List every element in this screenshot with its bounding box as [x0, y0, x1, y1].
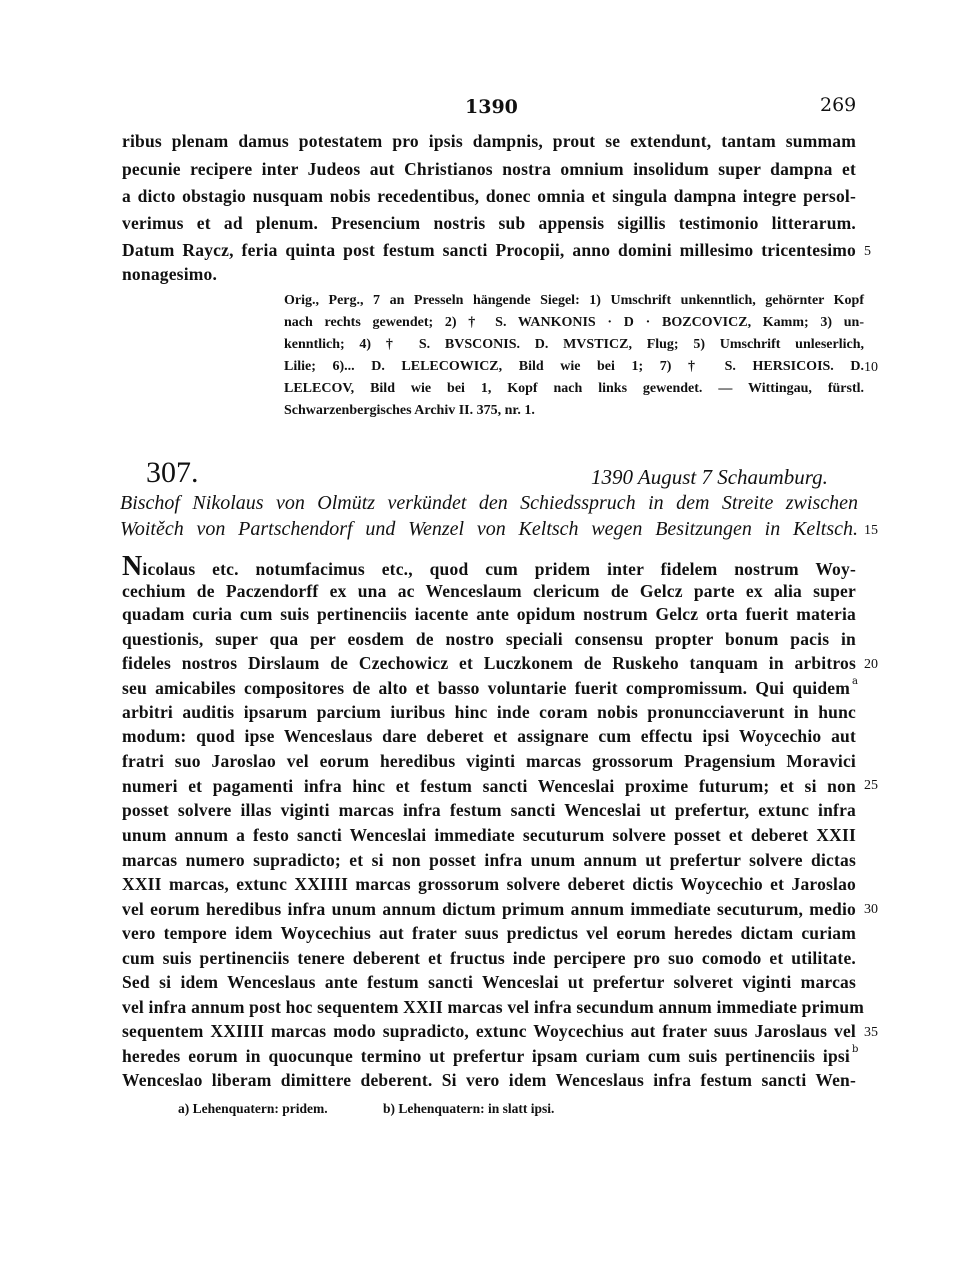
- text-line: heredes eorum in quocunque termino ut prefertur ipsam curiam cum suis pertinenciis ipsi: [122, 1046, 850, 1066]
- archival-note-line: nach rechts gewendet; 2) † S. WANKONIS · D · BOZCOVICZ, Kamm; 3) un-: [284, 315, 864, 330]
- text-line: pecunie recipere inter Judeos aut Christianos nostra omnium insolidum super dampna et: [122, 159, 856, 179]
- text-line: vel infra annum post hoc sequentem XXII marcas vel infra secundum annum immediate primum: [122, 997, 865, 1017]
- line-number: 30: [864, 902, 878, 917]
- line-number: 5: [864, 244, 871, 259]
- text-line: nonagesimo.: [122, 264, 218, 284]
- initial-letter: N: [122, 551, 143, 582]
- regest-line: Bischof Nikolaus von Olmütz verkündet den Schiedsspruch in dem Streite zwischen: [120, 492, 858, 514]
- text-line: Datum Raycz, feria quinta post festum sancti Procopii, anno domini millesimo tricentesimo: [122, 240, 856, 260]
- text-line: arbitri auditis ipsarum parcium iuribus hinc inde coram nobis pronuncciaverunt in hunc: [122, 702, 856, 722]
- text-line: vel eorum heredibus infra unum annum dictum primum annum immediate secuturum, medio: [122, 899, 856, 919]
- text-line: Wenceslao liberam dimittere deberent. Si vero idem Wenceslaus infra festum sancti Wen-: [122, 1070, 856, 1090]
- footnote-b: b) Lehenquatern: in slatt ipsi.: [383, 1101, 555, 1116]
- footnote-a: a) Lehenquatern: pridem.: [178, 1101, 328, 1116]
- archival-note-line: LELECOV, Bild wie bei 1, Kopf nach links gewendet. — Wittingau, fürstl.: [284, 381, 864, 396]
- text-line: numeri et pagamenti infra hinc et festum sancti Wenceslai proxime futurum; et si non: [122, 776, 856, 796]
- text-line: a dicto obstagio nusquam nobis recedentibus, donec omnia et singula dampna integre persol-: [122, 186, 856, 206]
- text-line: fideles nostros Dirslaum de Czechowicz et Luczkonem de Ruskeho tanquam in arbitros: [122, 653, 856, 673]
- regest-line: Woitěch von Partschendorf und Wenzel von Keltsch wegen Besitzungen in Keltsch.: [120, 518, 858, 540]
- first-line-text: icolaus etc. notumfacimus etc., quod cum pridem inter fidelem nostrum Woy-: [142, 559, 856, 579]
- text-line: posset solvere illas viginti marcas infra festum sancti Wenceslai ut prefertur, extunc infra: [122, 800, 856, 820]
- text-line: ribus plenam damus potestatem pro ipsis dampnis, prout se extendunt, tantam summam: [122, 131, 856, 151]
- document-number: 307.: [146, 456, 199, 489]
- text-line-first: [122, 553, 856, 581]
- running-header-year: 1390: [465, 96, 518, 118]
- text-line: questionis, super qua per eosdem de nostro speciali consensu propter bonum pacis in: [122, 629, 856, 649]
- text-line: seu amicabiles compositores de alto et basso voluntarie fuerit compromissum. Qui quidem: [122, 678, 850, 698]
- archival-note-line: Orig., Perg., 7 an Presseln hängende Siegel: 1) Umschrift unkenntlich, gehörnter Kopf: [284, 293, 864, 308]
- line-number: 10: [864, 360, 878, 375]
- footnote-marker-a: a: [852, 676, 858, 687]
- text-line: sequentem XXIIII marcas modo supradicto, extunc Woycechius aut frater suus Jaroslaus vel: [122, 1021, 856, 1041]
- archival-note-line: Lilie; 6)... D. LELECOWICZ, Bild wie bei 1; 7) † S. HERSICOIS. D.: [284, 359, 864, 374]
- archival-note-line: kenntlich; 4) † S. BVSCONIS. D. MVSTICZ, Flug; 5) Umschrift unleserlich,: [284, 337, 864, 352]
- text-line: verimus et ad plenum. Presencium nostris sub appensis sigillis testimonio litterarum.: [122, 213, 856, 233]
- text-line: fratri suo Jaroslao vel eorum heredibus viginti marcas grossorum Pragensium Moravici: [122, 751, 856, 771]
- footnote-marker-b: b: [852, 1044, 859, 1055]
- text-line: marcas numero supradicto; et si non posset infra unum annum ut prefertur solvere dictas: [122, 850, 856, 870]
- text-line: XXII marcas, extunc XXIIII marcas grossorum solvere deberet dictis Woycechio et Jaroslao: [122, 874, 856, 894]
- line-number: 35: [864, 1025, 878, 1040]
- text-line: vero tempore idem Woycechius aut frater suus predictus vel eorum heredes dictam curiam: [122, 923, 856, 943]
- text-line: modum: quod ipse Wenceslaus dare deberet et assignare cum effectu ipsi Woycechio aut: [122, 726, 856, 746]
- archival-note-line: Schwarzenbergisches Archiv II. 375, nr. 1.: [284, 403, 535, 418]
- document-date-place: 1390 August 7 Schaumburg.: [591, 465, 828, 489]
- page-number: 269: [820, 94, 857, 116]
- text-line: cum suis pertinenciis tenere deberent et fructus inde percipere pro suo comodo et utilitate.: [122, 948, 856, 968]
- text-line: cechium de Paczendorff ex una ac Wenceslaum clericum de Gelcz parte ex alia super: [122, 581, 856, 601]
- text-line: Sed si idem Wenceslaus ante festum sancti Wenceslai ut prefertur solveret viginti marcas: [122, 972, 856, 992]
- line-number: 25: [864, 778, 878, 793]
- text-line: quadam curia cum suis pertinenciis iacente ante opidum nostrum Gelcz orta fuerit materia: [122, 604, 856, 624]
- line-number: 20: [864, 657, 878, 672]
- text-line: unum annum a festo sancti Wenceslai immediate secuturum solvere posset et deberet XXII: [122, 825, 856, 845]
- line-number: 15: [864, 523, 878, 538]
